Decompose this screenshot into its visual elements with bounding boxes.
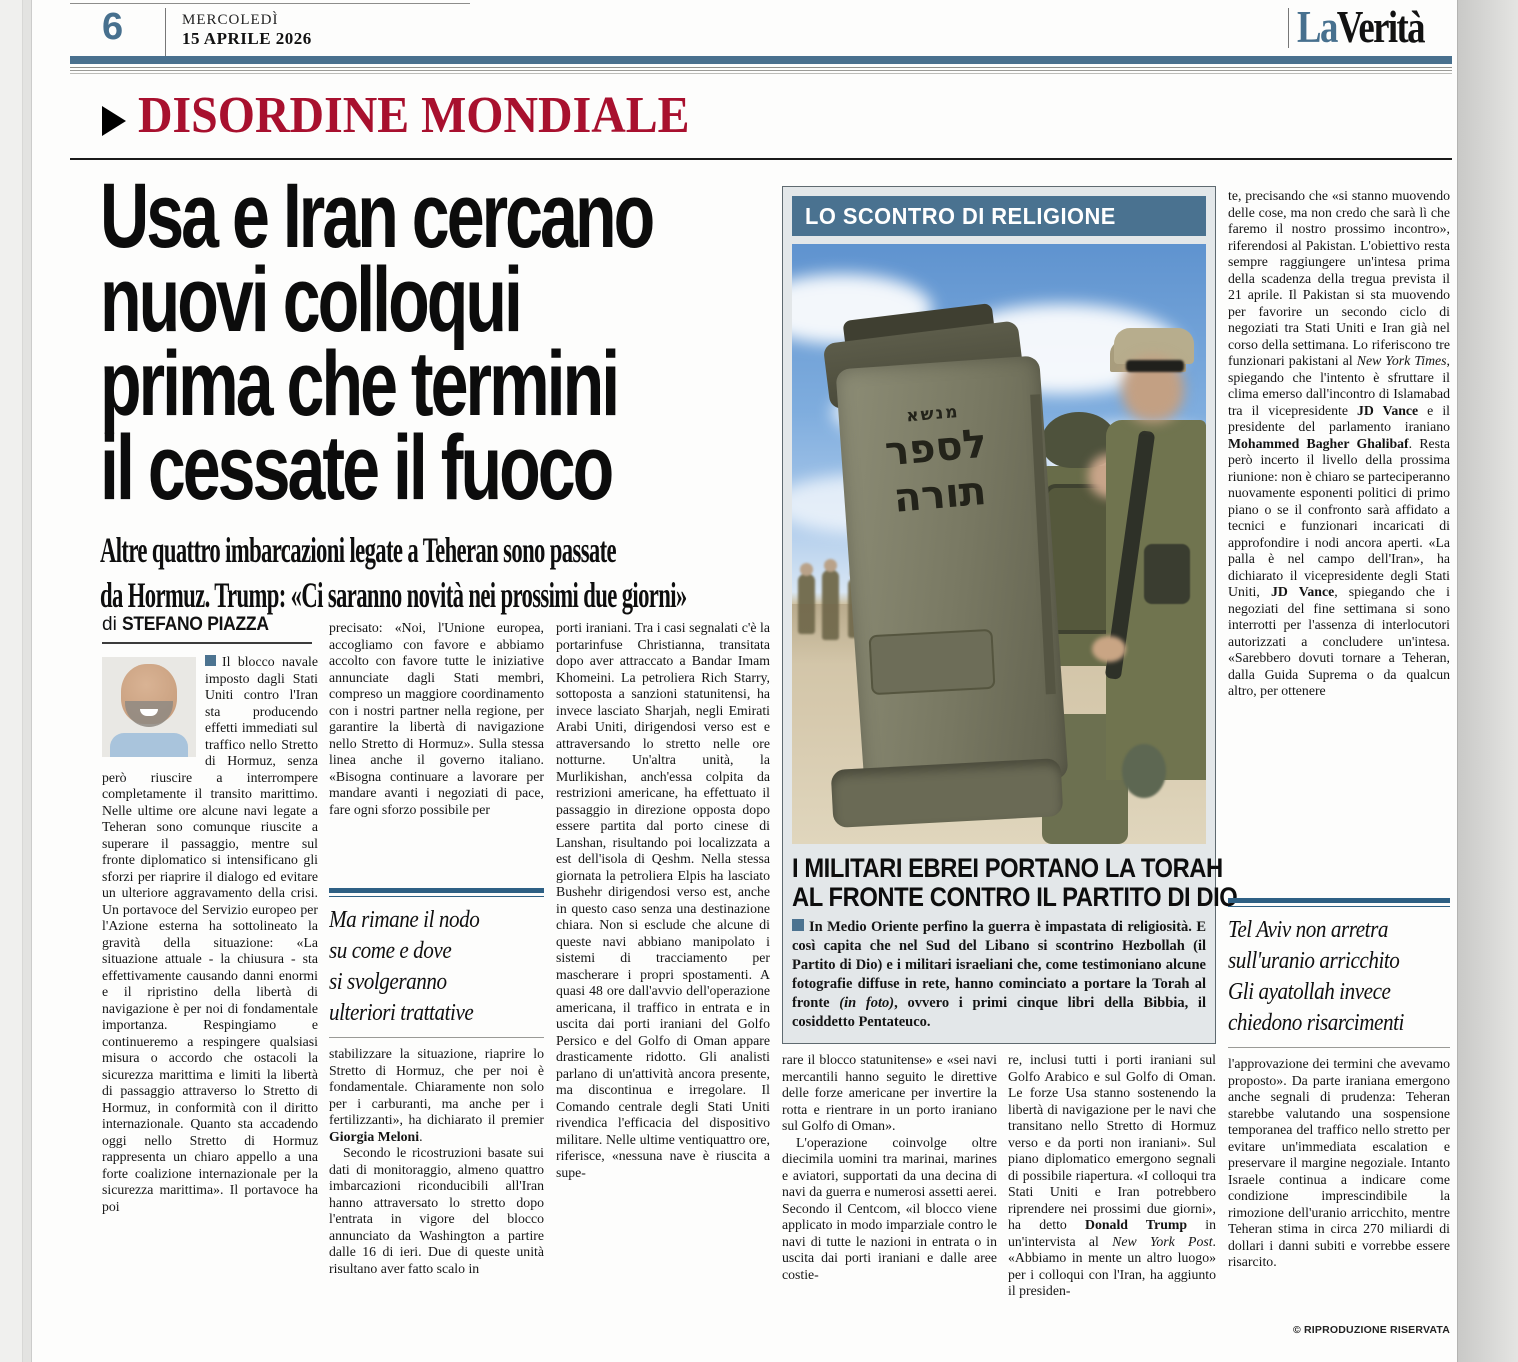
caption-body bbox=[792, 918, 1206, 1034]
subhead: Altre quattro imbarcazioni legate a Teheran sono passate da Hormuz. Trump: «Ci saranno novità nei prossimi due giorni» bbox=[100, 530, 687, 615]
column-6-text-top: te, precisando che «si stanno muovendo delle cose, ma non credo che sarà lì che faremo il nostro prossimo incontro», riferendosi al Pakistan. L'obiettivo resta sempre raggiungere un'intesa prima della scadenza della tregua prevista il 21 aprile. Il Pakistan si sta muovendo per favorire un secondo ciclo di negoziati tra Stati Uniti e Iran già nel corso della settimana. Lo riferiscono tre funzionari pakistani al New York Times, spiegando che l'intento è sfruttare il clima emerso dall'incontro di Islamabad tra il vicepresidente JD Vance e il presidente del parlamento iraniano Mohammed Bagher Ghalibaf. Resta però incerto il livello della prossima riunione: non è chiaro se parteciperanno nuovamente esponenti politici di primo piano o se il confronto sarà affidato a tecnici e funzionari incaricati di approfondire i nodi ancora aperti. «La palla è nel campo dell'Iran», ha dichiarato il vicepresidente degli Stati Uniti, JD Vance, spiegando che i negoziati del fine settimana si sono interrotti per l'assenza di interlocutori autorizzati a concludere un'intesa. «Sarebbero dovuti tornare a Teheran, dalla Guida Suprema o da qualcun altro, per ottenere bbox=[1228, 188, 1450, 698]
photo-module bbox=[782, 186, 1238, 1044]
soldier-right-hand bbox=[1092, 636, 1126, 662]
masthead-divider bbox=[165, 8, 166, 56]
soldier-right-gear bbox=[1144, 544, 1190, 604]
column-2-text-top: precisato: «Noi, l'Unione europea, accogliamo con favore e abbiamo accolto con favore tutte le iniziative annunciate dagli Stati membri, compreso un maggiore coordinamento con i nostri partner nella regione, per garantire la libertà di navigazione nello Stretto di Hormuz». Sulla stessa linea anche il governo italiano. «Bisogna continuare a lavorare per mandare avanti i negoziati di pace, fare ogni sforzo possibile per bbox=[329, 620, 544, 817]
masthead-rule-thin-1 bbox=[70, 67, 1452, 68]
page-edge-left bbox=[0, 0, 23, 1362]
article-column-4: rare il blocco statunitense» e «sei navi mercantili hanno seguito le direttive delle forze americane per invertire la rotta e rientrare in un porto iraniano sul Golfo di Oman». L'operazione coinvolge oltre diecimila uomini tra marinai, marines e aviatori, supportati da una decina di navi da guerra e numerosi assetti aerei. Secondo il Centcom, «il blocco viene applicato in modo imparziale contro le navi di tutte le nazioni in entrata o in uscita dai porti iraniani e dalle aree costie- bbox=[782, 1052, 997, 1282]
article-column-2 bbox=[329, 620, 544, 1362]
masthead-rule-thin-2 bbox=[70, 70, 1452, 71]
torah-case-bottom-pad bbox=[831, 758, 1064, 828]
article-column-3: porti iraniani. Tra i casi segnalati c'è la portarinfuse Christianna, transitata dopo aver attraccato a Bandar Imam Khomeini. La petroliera Rich Starry, sottoposta a sanzioni statunitensi, ha invece lasciato Sharjah, negli Emirati Arabi Uniti, dirigendosi verso est e attraversando lo stretto nelle ore notturne. Un'altra unità, la Murlikishan, anch'essa colpita da restrizioni americane, ha effettuato il passaggio in direzione opposta dopo essere partita dal porto cinese di Lanshan, risultando poi localizzata a est dell'isola di Qeshm. Nella stessa giornata la petroliera Elpis ha lasciato Bushehr dirigendosi verso est, anche in questo caso senza una destinazione chiara. Non si esclude che alcune di queste navi abbiano manipolato i sistemi di tracciamento per mascherare i propri spostamenti. A quasi 48 ore dall'avvio dell'operazione americana, il traffico in entrata e in uscita dai porti iraniani del Golfo Persico e del Golfo di Oman appare drasticamente ridotto. Gli analisti parlano di un'attività ancora presente, ma discontinua e irregolare. Il Comando centrale degli Stati Uniti rivendica l'efficacia del dispositivo militare. Nelle ultime ventiquattro ore, riferisce, «nessuna nave è riuscita a supe- bbox=[556, 620, 770, 1180]
column-1-text: Il blocco navale imposto dagli Stati Uniti contro l'Iran sta producendo effetti immediati sul traffico nello Stretto di Hormuz, senza però riuscire a interrompere completamente il transito marittimo. Nelle ultime ore alcune navi legate a Teheran sono comunque riuscite a superare il passaggio, mentre sul fronte diplomatico si intensificano gli sforzi per riaprire il dialogo ed evitare un ulteriore aggravamento della crisi. Un portavoce del Servizio europeo per l'Azione esterna ha sottolineato la gravità della situazione: «La situazione attuale - la chiusura - sta effettivamente causando danni enormi e il ripristino della libertà di navigazione è per noi di fondamentale importanza. Respingiamo e continueremo a respingere qualsiasi misura o accordo che ostacoli la sicurezza marittima e limiti la libertà di passaggio attraverso lo Stretto di Hormuz, in conformità con il diritto internazionale. Quanto sta accadendo oggi nello Stretto di Hormuz rappresenta un chiaro appello a una forte coalizione internazionale per la sicurezza marittima». Il portavoce ha poi bbox=[102, 654, 318, 1214]
byline-prefix: di bbox=[102, 614, 123, 635]
author-portrait bbox=[102, 657, 196, 757]
logo-verita: Verità bbox=[1336, 1, 1424, 52]
date-label: 15 APRILE 2026 bbox=[182, 29, 312, 49]
weekday-label: MERCOLEDÌ bbox=[182, 12, 279, 28]
headline: Usa e Iran cercano nuovi colloqui prima che termini il cessate il fuoco bbox=[100, 165, 653, 519]
section-rule bbox=[70, 158, 1452, 160]
page-number: 6 bbox=[102, 6, 124, 48]
column-6-text-bottom: l'approvazione dei termini che avevamo proposto». Da parte iraniana emergono anche segnali di prudenza: Teheran starebbe valutando una sospensione temporanea del traffico nello stretto per evitare un'immediata escalation e preservare il margine negoziale. Intanto Israele continua a indicare come condizione imprescindibile la rimozione dell'uranio arricchito, mentre Teheran stima in circa 270 miliardi di dollari i danni subiti e vorrebbe essere risarcito. bbox=[1228, 1056, 1450, 1269]
date-block bbox=[182, 12, 312, 49]
masthead-rule-blue bbox=[70, 56, 1452, 64]
soldier-right-sunglasses bbox=[1126, 360, 1184, 372]
photo-kicker-label: LO SCONTRO DI RELIGIONE bbox=[805, 203, 1116, 229]
column-2-text-bottom: stabilizzare la situazione, riaprire lo Stretto di Hormuz, che per noi è fondamentale. Chiaramente non solo per i carburanti, ma anche per i fertilizzanti», ha dichiarato il premier Giorgia Meloni. Secondo le ricostruzioni basate sui dati di monitoraggio, almeno quattro imbarcazioni riconducibili all'Iran hanno attraversato lo stretto dopo l'entrata in vigore del blocco annunciato da Washington a partire dalle 16 di ieri. Due di queste unità risultano aver fatto scalo in bbox=[329, 1046, 544, 1276]
news-photo bbox=[792, 244, 1206, 844]
masthead-top-rule bbox=[70, 3, 470, 4]
logo-divider bbox=[1288, 8, 1289, 48]
page-edge-right bbox=[1457, 0, 1518, 1362]
portrait-shirt bbox=[110, 733, 188, 757]
lead-bullet-icon bbox=[205, 655, 216, 666]
section-kicker: DISORDINE MONDIALE bbox=[138, 87, 690, 144]
article-column-5: re, inclusi tutti i porti iraniani sul Golfo Arabico e sul Golfo di Oman. Le forze Usa stanno sostenendo la libertà di navigazione per le navi che transitano nello Stretto di Hormuz verso e da porti non iraniani». Sul piano diplomatico emergono segnali di possibile riapertura. «I colloqui tra Stati Uniti e Iran potrebbero riprendere nei prossimi due giorni», ha detto Donald Trump in un'intervista al New York Post. «Abbiamo in mente un altro luogo» per i colloqui con l'Iran, ha aggiunto il presiden- bbox=[1008, 1052, 1216, 1298]
soldier-right-kneepad bbox=[1122, 744, 1166, 798]
article-column-1 bbox=[102, 654, 318, 1360]
kicker-arrow-icon bbox=[102, 106, 126, 136]
masthead-rule-thin-3 bbox=[70, 73, 1452, 74]
newspaper-logo bbox=[1297, 1, 1424, 52]
pullquote-2 bbox=[1228, 898, 1450, 1048]
pullquote-2-text: Tel Aviv non arretra sull'uranio arricchito Gli ayatollah invece chiedono risarcimenti bbox=[1228, 906, 1450, 1047]
copyright-notice: © RIPRODUZIONE RISERVATA bbox=[1292, 1324, 1450, 1336]
byline bbox=[102, 614, 312, 644]
caption-bullet-icon bbox=[792, 919, 804, 931]
article-column-6 bbox=[1228, 188, 1450, 1360]
photo-kicker-bar bbox=[792, 196, 1206, 236]
torah-case-hebrew-text: מנשא לספר תורה bbox=[883, 401, 989, 522]
byline-name: STEFANO PIAZZA bbox=[122, 614, 269, 635]
torah-case-pouch bbox=[869, 629, 996, 695]
caption-text: In Medio Oriente perfino la guerra è impastata di religiosità. E così capita che nel Sud del Libano si scontrino Hezbollah (il Partito di Dio) e i militari israeliani che, come testimoniano alcune fotografie diffuse in rete, hanno cominciato a portare la Torah al fronte (in foto), ovvero i primi cinque libri della Bibbia, il cosiddetto Pentateuco. bbox=[792, 919, 1206, 1030]
pullquote-1 bbox=[329, 888, 544, 1038]
page-edge-left-shadow bbox=[23, 0, 32, 1362]
logo-la: La bbox=[1297, 1, 1337, 52]
pullquote-1-text: Ma rimane il nodo su come e dove si svolgeranno ulteriori trattative bbox=[329, 896, 544, 1037]
caption-title: I MILITARI EBREI PORTANO LA TORAH AL FRONTE CONTRO IL PARTITO DI DIO bbox=[792, 853, 1238, 912]
